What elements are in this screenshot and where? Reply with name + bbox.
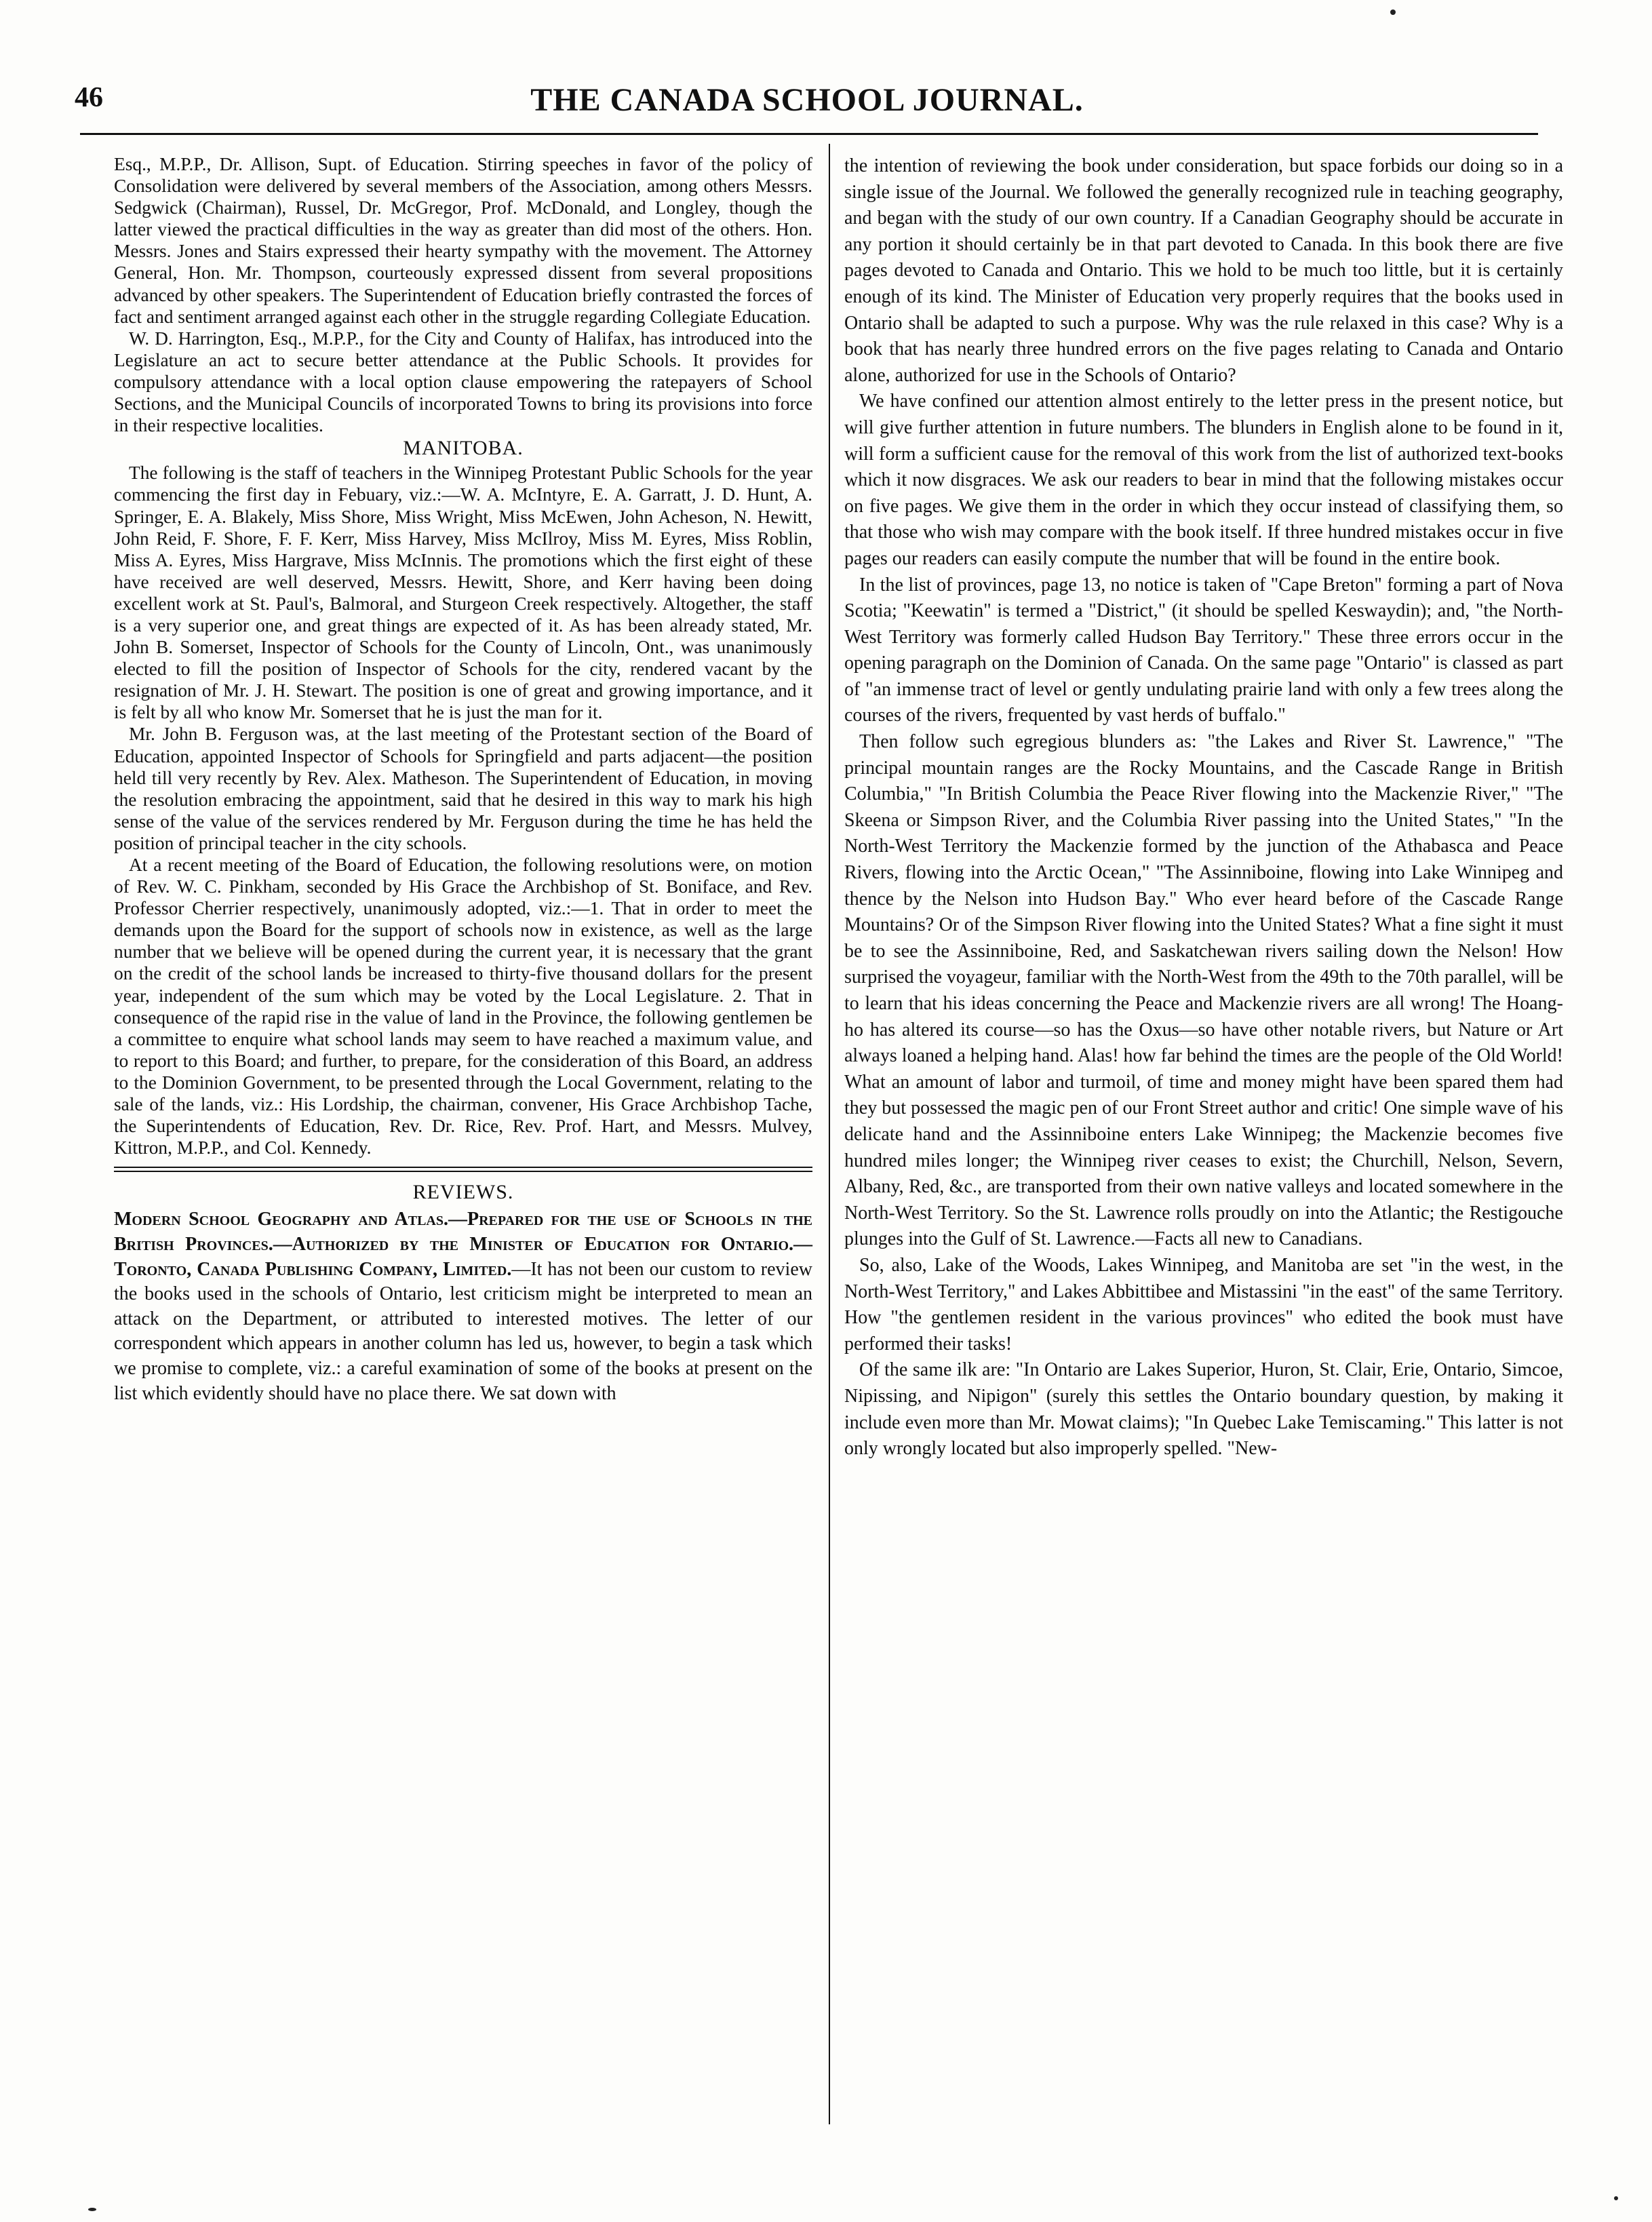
right-column [844,153,1563,1462]
section-heading-reviews: REVIEWS. [412,1181,514,1204]
paragraph-blunders-intro: We have confined our attention almost entirely to the letter press in the present notice, but will give further attention in future numbers. The blunders in English alone to be found in it, will form a sufficient cause for the removal of this work from the list of authorized text-books which it now disgraces. We ask our readers to bear in mind that the following mistakes occur on five pages. We give them in the order in which they occur instead of classifying them, so that those who wish may compare with the book itself. If three hundred mistakes occur in five pages our readers can easily compute the number that will be found in the entire book. [844,391,1563,569]
paragraph-provinces: In the list of provinces, page 13, no notice is taken of "Cape Breton" forming a part of Nova Scotia; "Keewatin" is termed a "District," (it should be spelled Keswaydin); and, "the North-West Territory was formerly called Hudson Bay Territory." These three errors occur in the opening paragraph on the Dominion of Canada. On the same page "Ontario" is classed as part of "an immense tract of level or gently undulating prairie land with only a few trees along the courses of the rivers, frequented by vast herds of buffalo." [844,574,1563,726]
review-book-title: Modern School Geography and Atlas.—Prepared for the use of Schools in the British Provinces.—Authorized by the Minister of Education for Ontario.—Toronto, Canada Publishing Company, Limited. [114,1209,812,1280]
section-heading-manitoba: MANITOBA. [403,437,524,460]
page-number: 46 [75,82,103,113]
left-column [114,153,812,1406]
paragraph-board-resolutions: At a recent meeting of the Board of Education, the following resolutions were, on motion of Rev. W. C. Pinkham, seconded by His Grace the Archbishop of St. Boniface, and Rev. Professor Cherrier respectively, unanimously adopted, viz.:—1. That in order to meet the demands upon the Board for the support of schools now in existence, as well as the large number that we believe will be opened during the current year, it is necessary that the grant on the credit of the school lands be increased to thirty-five thousand dollars for the present year, independent of the sum which may be voted by the Local Legislature. 2. That in consequence of the rapid rise in the value of land in the Province, the following gentlemen be a committee to enquire what school lands may seem to have reached a maximum value, and to report to this Board; and further, to prepare, for the consideration of this Board, an address to the Dominion Government, to be presented through the Local Government, relating to the sale of the lands, viz.: His Lordship, the chairman, convener, His Grace Archbishop Tache, the Superintendents of Education, Rev. Dr. Rice, Rev. Prof. Hart, and Messrs. Mulvey, Kittron, M.P.P., and Col. Kennedy. [114,855,812,1158]
scan-speck [1614,2196,1618,2200]
review-intro [114,1207,812,1406]
scan-speck [88,2208,96,2211]
paragraph-consolidation: Esq., M.P.P., Dr. Allison, Supt. of Education. Stirring speeches in favor of the policy of Consolidation were delivered by several members of the Association, among others Messrs. Sedgwick (Chairman), Russel, Dr. McGregor, Prof. McDonald, and Longley, though the latter viewed the practical difficulties in the way as greater than did most of the others. Hon. Messrs. Jones and Stairs expressed their hearty sympathy with the movement. The Attorney General, Hon. Mr. Thompson, courteously expressed dissent from several propositions advanced by other speakers. The Superintendent of Education briefly contrasted the forces of fact and sentiment arranged against each other in the struggle regarding Collegiate Education. [114,154,812,327]
paragraph-ferguson: Mr. John B. Ferguson was, at the last meeting of the Protestant section of the Board of Education, appointed Inspector of Schools for Springfield and parts adjacent—the position held till very recently by Rev. Alex. Matheson. The Superintendent of Education, in moving the resolution embracing the appointment, said that he desired in this way to mark his high sense of the value of the services rendered by Mr. Ferguson during the time he has held the position of principal teacher in the city schools. [114,724,812,853]
page-header [75,81,1539,123]
paragraph-egregious-blunders: Then follow such egregious blunders as: "the Lakes and River St. Lawrence," "The principal mountain ranges are the Rocky Mountains, and the Cascade Range in British Columbia," "In British Columbia the Peace River flowing into the Mackenzie River," "The Skeena or Simpson River, and the Columbia River passing into the United States," "In the North-West Territory the Mackenzie formed by the junction of the Athabasca and Peace Rivers, flowing into the Arctic Ocean," "The Assinniboine, flowing into Lake Winnipeg and thence by the Nelson into Hudson Bay." Who ever heard before of the Cascade Range Mountains? Or of the Simpson River flowing into the United States? What a fine sight it must be to see the Assinniboine, Red, and Saskatchewan rivers sailing down the Nelson! How surprised the voyageur, familiar with the North-West from the 49th to the 70th parallel, will be to learn that his ideas concerning the Peace and Mackenzie rivers are all wrong! The Hoang-ho has altered its course—so has the Oxus—so have other notable rivers, but Nature or Art always loaned a helping hand. Alas! how far behind the times are the people of the Old World! What an amount of labor and turmoil, of time and money might have been spared them had they but possessed the magic pen of our Front Street author and critic! One simple wave of his delicate hand and the Assinniboine enters Lake Winnipeg; the Mackenzie becomes five hundred miles longer; the Winnipeg river ceases to exist; the Churchill, Nelson, Severn, Albany, Red, &c., are transported from their own native valleys and located somewhere in the North-West Territory. So the St. Lawrence rolls proudly on into the Atlantic; the Restigouche plunges into the Gulf of St. Lawrence.—Facts all new to Canadians. [844,731,1563,1250]
paragraph-lakes: So, also, Lake of the Woods, Lakes Winnipeg, and Manitoba are set "in the west, in the North-West Territory," and Lakes Abbittibee and Mistassini "in the east" of the same Territory. How "the gentlemen resident in the various provinces" who edited the book must have performed their tasks! [844,1254,1563,1354]
scan-speck [1390,9,1396,15]
review-paragraph [114,1207,812,1406]
paragraph-same-ilk: Of the same ilk are: "In Ontario are Lakes Superior, Huron, St. Clair, Erie, Ontario, Simcoe, Nipissing, and Nipigon" (surely this settles the Ontario boundary question, by making it include even more than Mr. Mowat claims); "In Quebec Lake Temiscaming." This latter is not only wrongly located but also improperly spelled. "New- [844,1359,1563,1460]
review-body: —It has not been our custom to review the books used in the schools of Ontario, lest criticism might be interpreted to mean an attack on the Department, or attributed to interested motives. The letter of our correspondent which appears in another column has led us, however, to begin a task which we promise to complete, viz.: a careful examination of some of the books at present on the list which evidently should have no place there. We sat down with [114,1258,812,1404]
paragraph-winnipeg-staff: The following is the staff of teachers in the Winnipeg Protestant Public Schools for the year commencing the first day in Febuary, viz.:—W. A. McIntyre, E. A. Garratt, J. D. Hunt, A. Springer, E. A. Blakely, Miss Shore, Miss Wright, Miss McEwen, John Acheson, N. Hewitt, John Reid, F. Shore, F. F. Kerr, Miss Harvey, Miss McIlroy, Miss M. Eyres, Miss Roblin, Miss A. Eyres, Miss Hargrave, Miss McInnis. The promotions which the first eight of these have received are well deserved, Messrs. Hewitt, Shore, and Kerr having been doing excellent work at St. Paul's, Balmoral, and Sturgeon Creek respectively. Altogether, the staff is a very superior one, and great things are expected of it. As has been already stated, Mr. John B. Somerset, Inspector of Schools for the County of Lincoln, Ont., was unanimously elected to fill the position of Inspector of Schools for the city, rendered vacant by the resignation of Mr. J. H. Stewart. The position is one of great and growing importance, and it is felt by all who know Mr. Somerset that he is just the man for it. [114,463,812,723]
section-divider [114,1167,812,1172]
running-title: THE CANADA SCHOOL JOURNAL. [530,82,1084,118]
header-rule [80,133,1538,135]
column-divider [829,144,830,2124]
paragraph-harrington: W. D. Harrington, Esq., M.P.P., for the City and County of Halifax, has introduced into the Legislature an act to secure better attendance at the Public Schools. It provides for compulsory attendance with a local option clause empowering the ratepayers of School Sections, and the Municipal Councils of incorporated Towns to bring its provisions into force in their respective localities. [114,328,812,436]
paragraph-review-continued: the intention of reviewing the book under consideration, but space forbids our doing so in a single issue of the Journal. We followed the generally recognized rule in teaching geography, and began with the study of our own country. If a Canadian Geography should be accurate in any portion it should certainly be in that part devoted to Canada. In this book there are five pages devoted to Canada and Ontario. This we hold to be much too little, but it is certainly enough of its kind. The Minister of Education very properly requires that the books used in Ontario shall be adapted to such a purpose. Why was the rule relaxed in this case? Why is a book that has nearly three hundred errors on the five pages relating to Canada and Ontario alone, authorized for use in the Schools of Ontario? [844,155,1563,386]
